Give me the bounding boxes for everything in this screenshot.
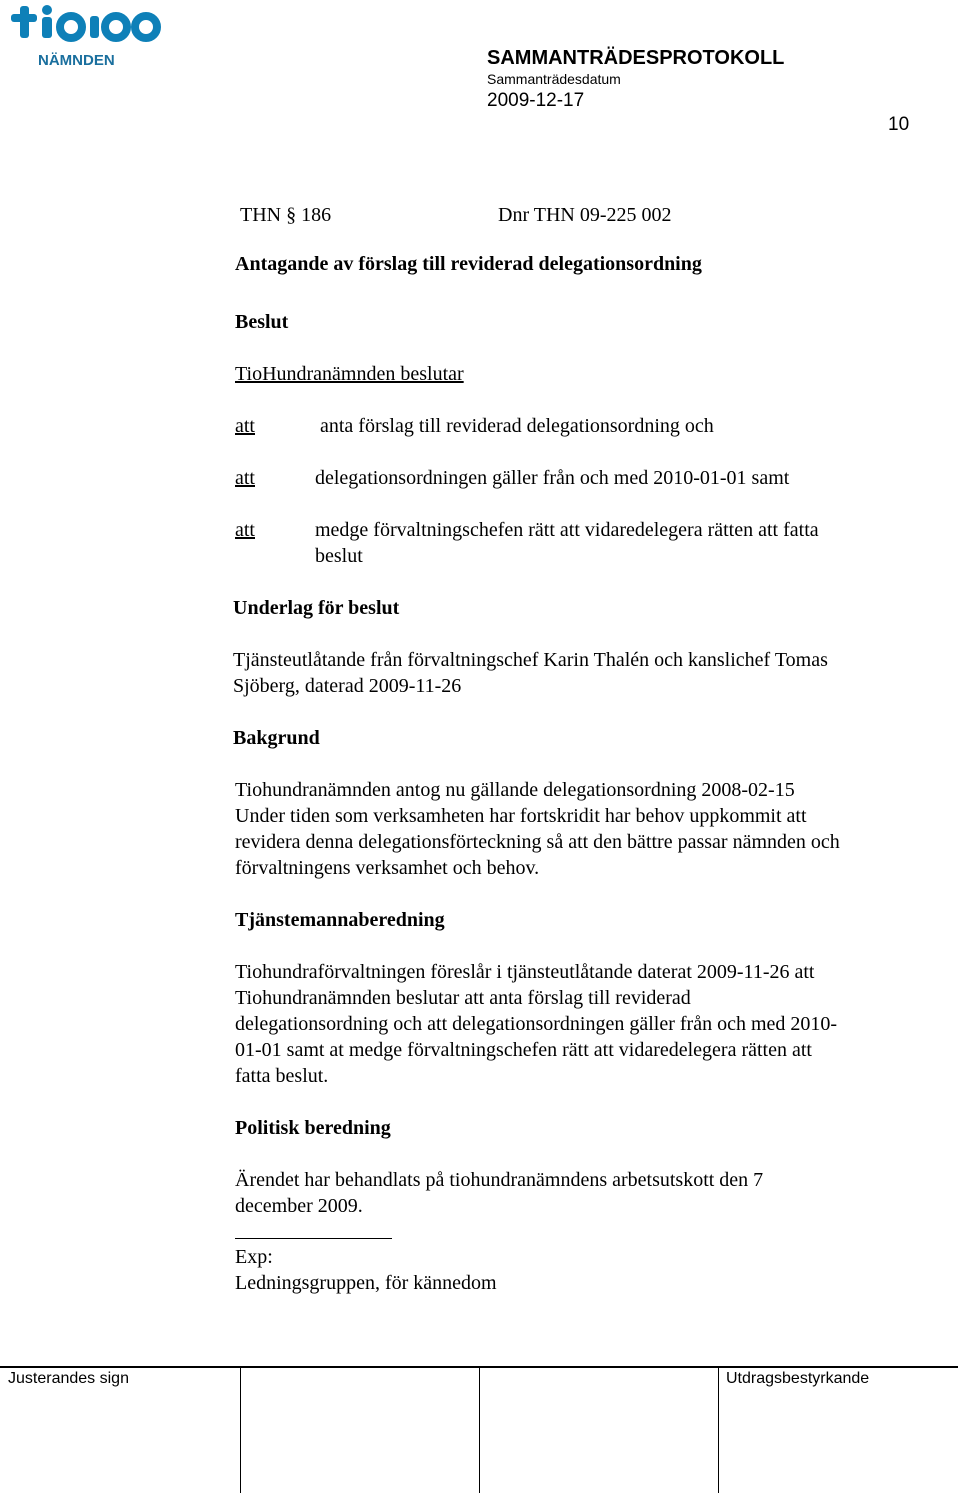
separator-line [235, 1238, 392, 1239]
bakgrund-text: Tiohundranämnden antog nu gällande delegationsordning 2008-02-15 [235, 779, 795, 801]
tjanstemannaberedning-heading: Tjänstemannaberedning [235, 909, 445, 931]
underlag-text: Tjänsteutlåtande från förvaltningschef Karin Thalén och kanslichef Tomas [233, 649, 828, 671]
tjanstemannaberedning-text: fatta beslut. [235, 1065, 329, 1087]
decision-item: medge förvaltningschefen rätt att vidaredelegera rätten att fatta [315, 519, 819, 541]
signature-box-divider [718, 1368, 719, 1493]
att-marker: att [235, 519, 255, 541]
tjanstemannaberedning-text: 01-01 samt at medge förvaltningschefen rätt att vidaredelegera rätten att [235, 1039, 812, 1061]
tjanstemannaberedning-text: delegationsordning och att delegationsordningen gäller från och med 2010- [235, 1013, 838, 1035]
exp-recipients: Ledningsgruppen, för kännedom [235, 1272, 497, 1294]
page-number: 10 [888, 114, 910, 135]
organization-logo [8, 2, 168, 73]
case-title: Antagande av förslag till reviderad delegationsordning [235, 253, 702, 275]
att-marker: att [235, 467, 255, 489]
signature-box-divider [479, 1368, 480, 1493]
meeting-date-label: Sammanträdesdatum [487, 71, 621, 87]
bakgrund-text: förvaltningens verksamhet och behov. [235, 857, 540, 879]
politisk-beredning-text: december 2009. [235, 1195, 363, 1217]
underlag-text: Sjöberg, daterad 2009-11-26 [233, 675, 462, 697]
tjanstemannaberedning-text: Tiohundranämnden beslutar att anta förslag till reviderad [235, 987, 691, 1009]
signature-box-divider [240, 1368, 241, 1493]
beslut-heading: Beslut [235, 311, 289, 333]
bakgrund-heading: Bakgrund [233, 727, 320, 749]
case-dnr: Dnr THN 09-225 002 [498, 204, 672, 226]
document-type: SAMMANTRÄDESPROTOKOLL [487, 47, 785, 69]
underlag-heading: Underlag för beslut [233, 597, 400, 619]
exp-label: Exp: [235, 1246, 273, 1268]
politisk-beredning-text: Ärendet har behandlats på tiohundranämndens arbetsutskott den 7 [235, 1169, 764, 1191]
justerandes-sign-label: Justerandes sign [8, 1370, 129, 1387]
decision-item-continued: beslut [315, 545, 363, 567]
logo-sub-text: NÄMNDEN [38, 52, 115, 68]
case-number: THN § 186 [240, 204, 332, 226]
meeting-date-value: 2009-12-17 [487, 90, 585, 111]
bakgrund-text: revidera denna delegationsförteckning så att den bättre passar nämnden och [235, 831, 840, 853]
decision-item: delegationsordningen gäller från och med 2010-01-01 samt [315, 467, 790, 489]
att-marker: att [235, 415, 255, 437]
utdragsbestyrkande-label: Utdragsbestyrkande [726, 1370, 870, 1387]
politisk-beredning-heading: Politisk beredning [235, 1117, 391, 1139]
decision-item: anta förslag till reviderad delegationsordning och [320, 415, 714, 437]
beslut-intro: TioHundranämnden beslutar [235, 363, 464, 385]
bakgrund-text: Under tiden som verksamheten har fortskridit har behov uppkommit att [235, 805, 807, 827]
tjanstemannaberedning-text: Tiohundraförvaltningen föreslår i tjänsteutlåtande daterat 2009-11-26 att [235, 961, 815, 983]
